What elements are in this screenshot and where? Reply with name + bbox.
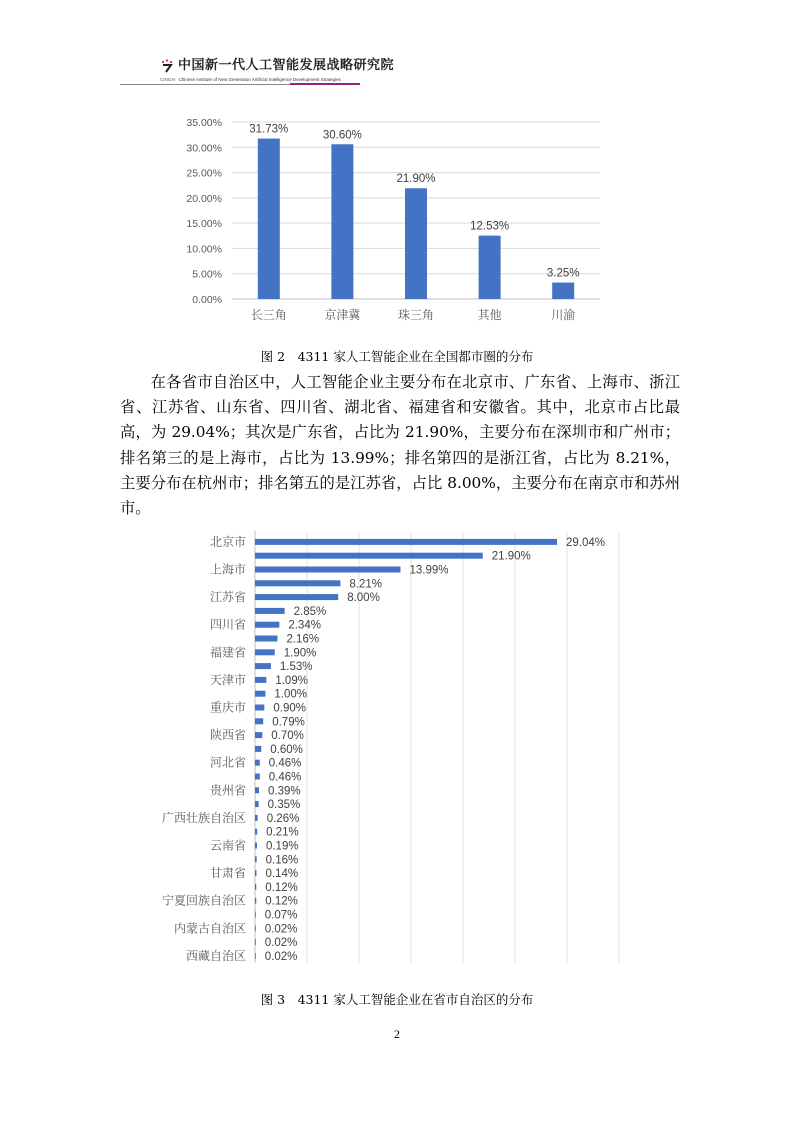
bar	[255, 580, 340, 586]
data-label: 0.79%	[272, 716, 305, 729]
y-tick-label: 宁夏回族自治区	[161, 893, 246, 908]
y-tick-label: 15.00%	[186, 218, 222, 231]
data-label: 2.85%	[293, 605, 327, 618]
bar	[255, 815, 258, 821]
header-subtitle-text: Chinese Institute of New Generation Artificial Intelligence Development Strategies	[178, 77, 341, 82]
bar	[255, 870, 256, 876]
bar	[331, 144, 353, 299]
bar	[255, 774, 260, 780]
bar	[255, 787, 259, 793]
x-tick-label: 川渝	[551, 308, 576, 322]
bar	[255, 760, 260, 766]
y-tick-label: 甘肃省	[209, 866, 246, 881]
bar	[255, 953, 256, 959]
y-tick-label: 5.00%	[192, 268, 222, 281]
bar	[255, 622, 279, 628]
data-label: 0.19%	[265, 840, 299, 853]
data-label: 0.02%	[264, 923, 298, 936]
bar	[255, 829, 257, 835]
bar	[552, 283, 574, 299]
bar	[255, 939, 256, 945]
header-title: 中国新一代人工智能发展战略研究院	[178, 58, 395, 73]
data-label: 0.07%	[264, 909, 298, 922]
x-tick-label: 珠三角	[397, 308, 435, 322]
y-tick-label: 广西壮族自治区	[161, 810, 246, 825]
bar	[255, 594, 338, 600]
data-label: 0.60%	[270, 743, 303, 756]
data-label: 0.14%	[265, 868, 299, 881]
data-label: 0.16%	[265, 854, 299, 867]
data-label: 2.16%	[286, 633, 320, 646]
y-tick-label: 四川省	[209, 617, 246, 632]
y-tick-label: 天津市	[209, 672, 246, 687]
bar	[255, 677, 266, 683]
bar	[255, 567, 400, 573]
data-label: 0.35%	[267, 799, 301, 812]
y-tick-label: 贵州省	[209, 783, 246, 798]
data-label: 0.26%	[266, 812, 300, 825]
y-tick-label: 西藏自治区	[185, 948, 246, 963]
data-label: 0.12%	[265, 895, 298, 908]
data-label: 12.53%	[470, 220, 510, 233]
data-label: 8.00%	[347, 592, 380, 605]
bar	[255, 649, 275, 655]
data-label: 0.39%	[268, 785, 301, 798]
y-tick-label: 0.00%	[192, 294, 222, 306]
y-tick-label: 北京市	[209, 534, 246, 549]
y-tick-label: 陕西省	[209, 728, 246, 743]
y-tick-label: 10.00%	[186, 243, 222, 256]
data-label: 0.46%	[268, 757, 302, 770]
data-label: 0.70%	[271, 730, 304, 743]
bar	[255, 898, 256, 904]
data-label: 1.90%	[283, 647, 317, 660]
data-label: 0.21%	[266, 826, 299, 839]
data-label: 0.02%	[264, 937, 298, 950]
x-tick-label: 其他	[477, 308, 502, 322]
data-label: 8.21%	[349, 578, 382, 591]
data-label: 30.60%	[322, 129, 362, 142]
y-tick-label: 重庆市	[209, 700, 246, 715]
data-label: 0.02%	[264, 950, 298, 963]
bar	[255, 718, 263, 724]
bar	[255, 884, 256, 890]
data-label: 21.90%	[491, 550, 531, 563]
x-tick-label: 长三角	[250, 308, 287, 322]
y-tick-label: 云南省	[209, 838, 246, 853]
data-label: 13.99%	[409, 564, 449, 577]
bar	[255, 925, 256, 931]
y-tick-label: 河北省	[209, 755, 246, 770]
data-label: 3.25%	[546, 267, 580, 280]
y-tick-label: 30.00%	[186, 142, 222, 155]
chart-metro-distribution	[0, 0, 794, 340]
y-tick-label: 25.00%	[186, 167, 222, 180]
page-number: 2	[394, 1027, 400, 1041]
bar	[255, 912, 256, 918]
y-tick-label: 江苏省	[209, 590, 246, 605]
data-label: 2.34%	[288, 619, 321, 632]
bar	[255, 732, 262, 738]
figure3-caption: 图 3 4311 家人工智能企业在省市自治区的分布	[260, 992, 534, 1007]
data-label: 1.53%	[279, 661, 313, 674]
data-label: 1.09%	[275, 674, 308, 687]
data-label: 1.00%	[274, 688, 308, 701]
data-label: 29.04%	[566, 536, 606, 549]
data-label: 0.12%	[265, 881, 298, 894]
data-label: 21.90%	[396, 173, 436, 186]
bar	[255, 801, 259, 807]
logo-text: CINGAI	[160, 77, 176, 82]
bar	[255, 539, 557, 545]
x-tick-label: 京津冀	[324, 308, 361, 322]
bar	[255, 746, 261, 752]
data-label: 31.73%	[249, 123, 289, 136]
y-tick-label: 内蒙古自治区	[173, 921, 246, 936]
data-label: 0.90%	[273, 702, 306, 715]
y-tick-label: 20.00%	[186, 192, 222, 205]
data-label: 0.46%	[268, 771, 302, 784]
bar	[255, 636, 277, 642]
bar	[255, 705, 264, 711]
y-tick-label: 福建省	[209, 645, 246, 660]
bar	[479, 236, 501, 299]
bar	[255, 856, 257, 862]
bar	[255, 843, 257, 849]
chart-province-distribution	[0, 527, 794, 977]
body-paragraph: 在各省市自治区中，人工智能企业主要分布在北京市、广东省、上海市、浙江省、江苏省、山东省、四川省、湖北省、福建省和安徽省。其中，北京市占比最高，为 29.04%；其次是广东省，占比为 21.90%，主要分布在深圳市和广州市；排名第三的是上海市，占比为 13.99%；排名第四的是浙江省，占比为 8.21%，主要分布在杭州市；排名第五的是江苏省，占比 8.00%，主要分布在南京市和苏州市。	[120, 373, 680, 518]
bar	[258, 139, 280, 299]
bar	[405, 188, 427, 299]
bar	[255, 608, 285, 614]
y-tick-label: 35.00%	[186, 117, 222, 129]
figure2-caption: 图 2 4311 家人工智能企业在全国都市圈的分布	[260, 349, 534, 364]
y-tick-label: 上海市	[209, 562, 246, 577]
bar	[255, 553, 483, 559]
bar	[255, 663, 271, 669]
bar	[255, 691, 265, 697]
